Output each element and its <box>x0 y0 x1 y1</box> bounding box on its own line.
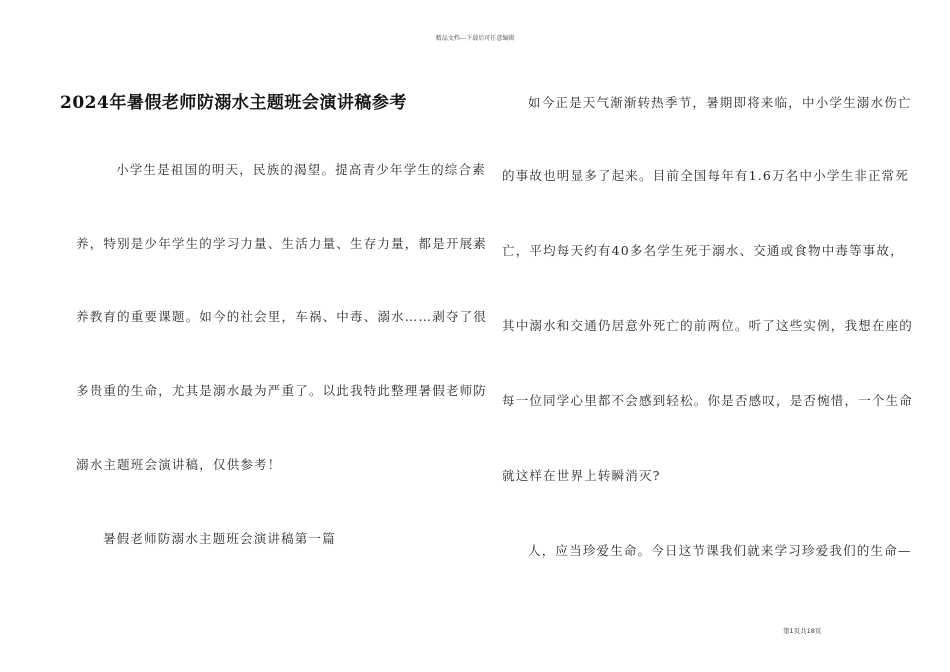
paragraph-line: 如今正是天气渐渐转热季节，暑期即将来临，中小学生溺水伤亡 <box>528 95 912 110</box>
header-note: 精品文档---下载后可任意编辑 <box>435 35 515 42</box>
paragraph-line: 亡，平均每天约有40多名学生死于溺水、交通或食物中毒等事故， <box>502 243 904 258</box>
paragraph-line: 多贵重的生命，尤其是溺水最为严重了。以此我特此整理暑假老师防 <box>76 383 488 398</box>
paragraph-line: 养，特别是少年学生的学习力量、生活力量、生存力量，都是开展素 <box>76 236 488 251</box>
page-number: 第1页共18页 <box>783 627 822 635</box>
paragraph-line: 就这样在世界上转瞬消灭? <box>502 468 661 483</box>
section-heading: 暑假老师防溺水主题班会演讲稿第一篇 <box>103 531 336 546</box>
document-title: 2024年暑假老师防溺水主题班会演讲稿参考 <box>60 93 407 113</box>
paragraph-line: 的事故也明显多了起来。目前全国每年有1.6万名中小学生非正常死 <box>502 168 910 183</box>
paragraph-line: 人，应当珍爱生命。今日这节课我们就来学习珍爱我们的生命— <box>528 543 912 558</box>
paragraph-line: 每一位同学心里都不会感到轻松。你是否感叹，是否惋惜，一个生命 <box>502 393 914 408</box>
paragraph-line: 其中溺水和交通仍居意外死亡的前两位。听了这些实例，我想在座的 <box>502 318 914 333</box>
paragraph-line: 溺水主题班会演讲稿，仅供参考！ <box>76 457 282 472</box>
paragraph-line: 小学生是祖国的明天，民族的渴望。提高青少年学生的综合素 <box>116 162 486 177</box>
paragraph-line: 养教育的重要课题。如今的社会里，车祸、中毒、溺水……剥夺了很 <box>76 309 488 324</box>
